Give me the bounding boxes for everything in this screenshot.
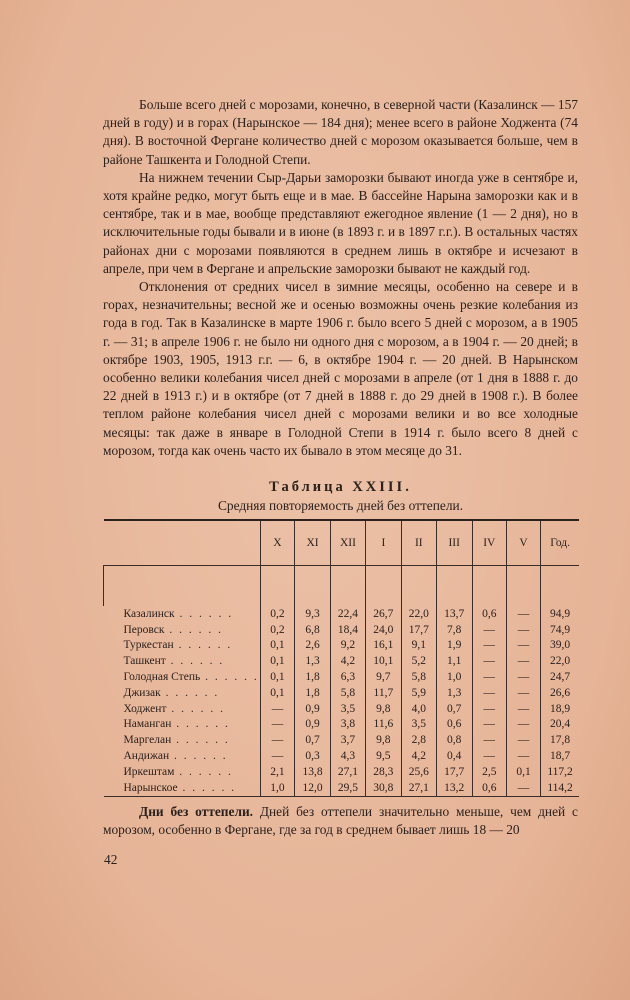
table-cell: — [506, 638, 540, 654]
table-cell: 0,1 [260, 653, 294, 669]
header-cell: V [506, 521, 540, 566]
paragraph-2: На нижнем течении Сыр-Дарьи заморозки бывают иногда уже в сентябре и, хотя крайне редко, могут быть еще и в мае. В бассейне Нарына заморозки как и в сентябре, так и в мае, вообще представляют ежегодное явление (1 — 2 дня), но в исключительные годы бывали и в июне (в 1893 г. и в 1897 г.г.). В остальных частях районах дни с морозами появляются в среднем лишь в октябре и исчезают в апреле, при чем в Фергане и апрельские заморозки бывают не каждый год. [103, 169, 578, 276]
table-cell: — [472, 717, 506, 733]
table-cell: 17,7 [401, 622, 436, 638]
table-cell: 3,5 [330, 701, 365, 717]
table-cell: 6,8 [295, 622, 331, 638]
table-cell: 117,2 [541, 764, 579, 780]
header-cell: Год. [541, 521, 579, 566]
table-cell: — [506, 653, 540, 669]
section-text: Дней без оттепели значительно меньше, чем дней с морозом, особенно в Фергане, где за год в среднем бывает лишь 18 — 20 [103, 804, 578, 838]
after-table-text [103, 803, 578, 839]
header-station [104, 521, 261, 566]
table-cell: 0,2 [260, 606, 294, 622]
paragraph-3: Отклонения от средних чисел в зимние месяцы, особенно на севере и в горах, незначительны; весной же и осенью возможны очень резкие колебания из года в год. Так в Казалинске в марте 1906 г. было всего 5 дней с морозом, а в 1905 г. — 31; в апреле 1906 г. не было ни одного дня с морозом, а в 1904 г. — 20 дней; в октябре 1903, 1905, 1913 г.г. — 6, в октябре 1904 г. — 20 дней. В Нарынском особенно велики колебания чисел дней с морозами в апреле (от 1 дня в 1888 г. до 22 дней в 1913 г.) и в октябре (от 7 дней в 1888 г. до 29 дней в 1908 г.). В более теплом районе колебания чисел дней с морозами велики и во все холодные месяцы: так даже в январе в Голодной Степи в 1914 г. было всего 8 дней с морозом, тогда как очень часто их бывало в этом месяце до 31. [103, 279, 578, 458]
table-cell: 22,4 [330, 606, 365, 622]
table-cell: 3,8 [330, 717, 365, 733]
table-cell: 4,2 [330, 653, 365, 669]
table-cell: 114,2 [541, 780, 579, 796]
table-row [104, 748, 580, 764]
table-cell: 1,1 [436, 653, 472, 669]
table-cell: — [260, 732, 294, 748]
table-cell: 2,6 [295, 638, 331, 654]
page-number: 42 [104, 852, 118, 867]
table-cell: 9,7 [365, 669, 401, 685]
table-cell: 27,1 [401, 780, 436, 796]
station-name: Наманган . . . . . . [123, 718, 230, 731]
table-cell: 0,7 [295, 732, 331, 748]
table-cell: 0,1 [260, 669, 294, 685]
station-name: Нарынское . . . . . . [104, 780, 261, 796]
table-cell: — [506, 717, 540, 733]
table-cell: 5,9 [401, 685, 436, 701]
table-cell: 94,9 [541, 606, 579, 622]
table-cell: 3,7 [330, 732, 365, 748]
header-cell: IV [472, 521, 506, 566]
table-cell: 0,7 [436, 701, 472, 717]
table-cell: 16,1 [365, 638, 401, 654]
table-cell: 2,1 [260, 764, 294, 780]
table-cell: 30,8 [365, 780, 401, 796]
table-cell: — [472, 685, 506, 701]
header-cell: III [436, 521, 472, 566]
table-cell: 9,8 [365, 732, 401, 748]
frost-days-table [103, 519, 579, 797]
table-cell: 5,8 [401, 669, 436, 685]
station-name: Ходжент . . . . . . [123, 702, 225, 715]
table-row [104, 717, 580, 733]
header-cell: II [401, 521, 436, 566]
table-cell: — [472, 701, 506, 717]
table-cell: — [506, 622, 540, 638]
table-row [104, 669, 580, 685]
table-cell: — [506, 748, 540, 764]
table-cell: 20,4 [541, 717, 579, 733]
table-cell: 24,7 [541, 669, 579, 685]
table-cell: — [506, 685, 540, 701]
table-cell: 1,3 [436, 685, 472, 701]
table-cell: — [506, 606, 540, 622]
table-cell: — [506, 780, 540, 796]
table-cell: 0,1 [506, 764, 540, 780]
station-name: Казалинск . . . . . . [123, 607, 234, 620]
table-cell: 12,0 [295, 780, 331, 796]
table-cell: — [472, 622, 506, 638]
table-cell: 26,7 [365, 606, 401, 622]
station-name: Маргелан . . . . . . [123, 734, 230, 747]
table-row [104, 622, 580, 638]
table-cell: 9,5 [365, 748, 401, 764]
table-cell: 5,8 [330, 685, 365, 701]
table-cell: 0,6 [472, 606, 506, 622]
table-cell: 4,3 [330, 748, 365, 764]
table-row [104, 701, 580, 717]
table-cell: 0,6 [472, 780, 506, 796]
paragraph-1: Больше всего дней с морозами, конечно, в северной части (Казалинск — 157 дней в году) и в горах (Нарынское — 184 дня); менее всего в районе Ходжента (74 дня). В восточной Фергане количество дней с морозом оказывается больше, чем в районе Ташкента и Голодной Степи. [103, 97, 578, 167]
table-cell: 7,8 [436, 622, 472, 638]
body-text [103, 96, 578, 460]
table-cell: 18,4 [330, 622, 365, 638]
header-cell: I [365, 521, 401, 566]
table-cell: — [260, 701, 294, 717]
table-cell: 0,2 [260, 622, 294, 638]
table-cell: 0,8 [436, 732, 472, 748]
table-cell: 2,5 [472, 764, 506, 780]
table-cell: — [506, 732, 540, 748]
table-cell: 39,0 [541, 638, 579, 654]
table-cell: 9,1 [401, 638, 436, 654]
table-row [104, 653, 580, 669]
table-cell: — [472, 653, 506, 669]
table-cell: 26,6 [541, 685, 579, 701]
table-cell: 9,3 [295, 606, 331, 622]
table-cell: 0,4 [436, 748, 472, 764]
table-cell: — [260, 717, 294, 733]
table-cell: — [472, 732, 506, 748]
header-cell: X [260, 521, 294, 566]
table-row [104, 606, 580, 622]
table-cell: 6,3 [330, 669, 365, 685]
table-cell: 5,2 [401, 653, 436, 669]
table-cell: 18,9 [541, 701, 579, 717]
table-cell: 9,2 [330, 638, 365, 654]
table-cell: 28,3 [365, 764, 401, 780]
table-cell: 0,1 [260, 638, 294, 654]
table-cell: 27,1 [330, 764, 365, 780]
table-cell: — [506, 701, 540, 717]
table-row [104, 732, 580, 748]
table-cell: 22,0 [541, 653, 579, 669]
table-cell: 4,2 [401, 748, 436, 764]
table-cell: — [472, 669, 506, 685]
table-cell: 10,1 [365, 653, 401, 669]
table-cell: 1,9 [436, 638, 472, 654]
table-cell: 9,8 [365, 701, 401, 717]
table-row [104, 780, 580, 796]
table-cell: 25,6 [401, 764, 436, 780]
table-row [104, 685, 580, 701]
table-cell: 2,8 [401, 732, 436, 748]
table-row [104, 764, 580, 780]
table-cell: — [506, 669, 540, 685]
table-cell: 17,8 [541, 732, 579, 748]
table-cell: 11,7 [365, 685, 401, 701]
station-name: Перовск . . . . . . [123, 623, 223, 636]
station-name: Джизак . . . . . . [123, 686, 220, 699]
header-cell: XI [295, 521, 331, 566]
table-cell: — [472, 638, 506, 654]
table-cell: 18,7 [541, 748, 579, 764]
table-cell: — [260, 748, 294, 764]
table-cell: 24,0 [365, 622, 401, 638]
station-name: Голодная Степь . . . . . . [123, 671, 259, 684]
table-row [104, 638, 580, 654]
table-cell: 1,8 [295, 685, 331, 701]
table-cell: 17,7 [436, 764, 472, 780]
station-name: Туркестан . . . . . . [123, 639, 233, 652]
header-cell: XII [330, 521, 365, 566]
table-cell: 1,0 [436, 669, 472, 685]
table-cell: 0,1 [260, 685, 294, 701]
table-cell: 11,6 [365, 717, 401, 733]
table-cell: 13,8 [295, 764, 331, 780]
table-cell: 1,0 [260, 780, 294, 796]
table-header-row [104, 521, 580, 566]
table-cell: 29,5 [330, 780, 365, 796]
table-cell: 0,6 [436, 717, 472, 733]
table-cell: 4,0 [401, 701, 436, 717]
station-name: Ташкент . . . . . . [123, 655, 225, 668]
table-cell: 0,3 [295, 748, 331, 764]
table-cell: 0,9 [295, 701, 331, 717]
table-title: Таблица XXIII. [269, 479, 412, 495]
table-cell: 3,5 [401, 717, 436, 733]
table-cell: 1,8 [295, 669, 331, 685]
section-heading: Дни без оттепели. [139, 804, 254, 819]
table-cell: 22,0 [401, 606, 436, 622]
table-cell: 13,7 [436, 606, 472, 622]
table-cell: — [472, 748, 506, 764]
table-cell: 0,9 [295, 717, 331, 733]
table-cell: 74,9 [541, 622, 579, 638]
table-cell: 1,3 [295, 653, 331, 669]
table-cell: 13,2 [436, 780, 472, 796]
station-name: Иркештам . . . . . . [123, 765, 233, 778]
station-name: Андижан . . . . . . [123, 750, 228, 763]
table-subtitle: Средняя повторяемость дней без оттепели. [217, 498, 464, 513]
